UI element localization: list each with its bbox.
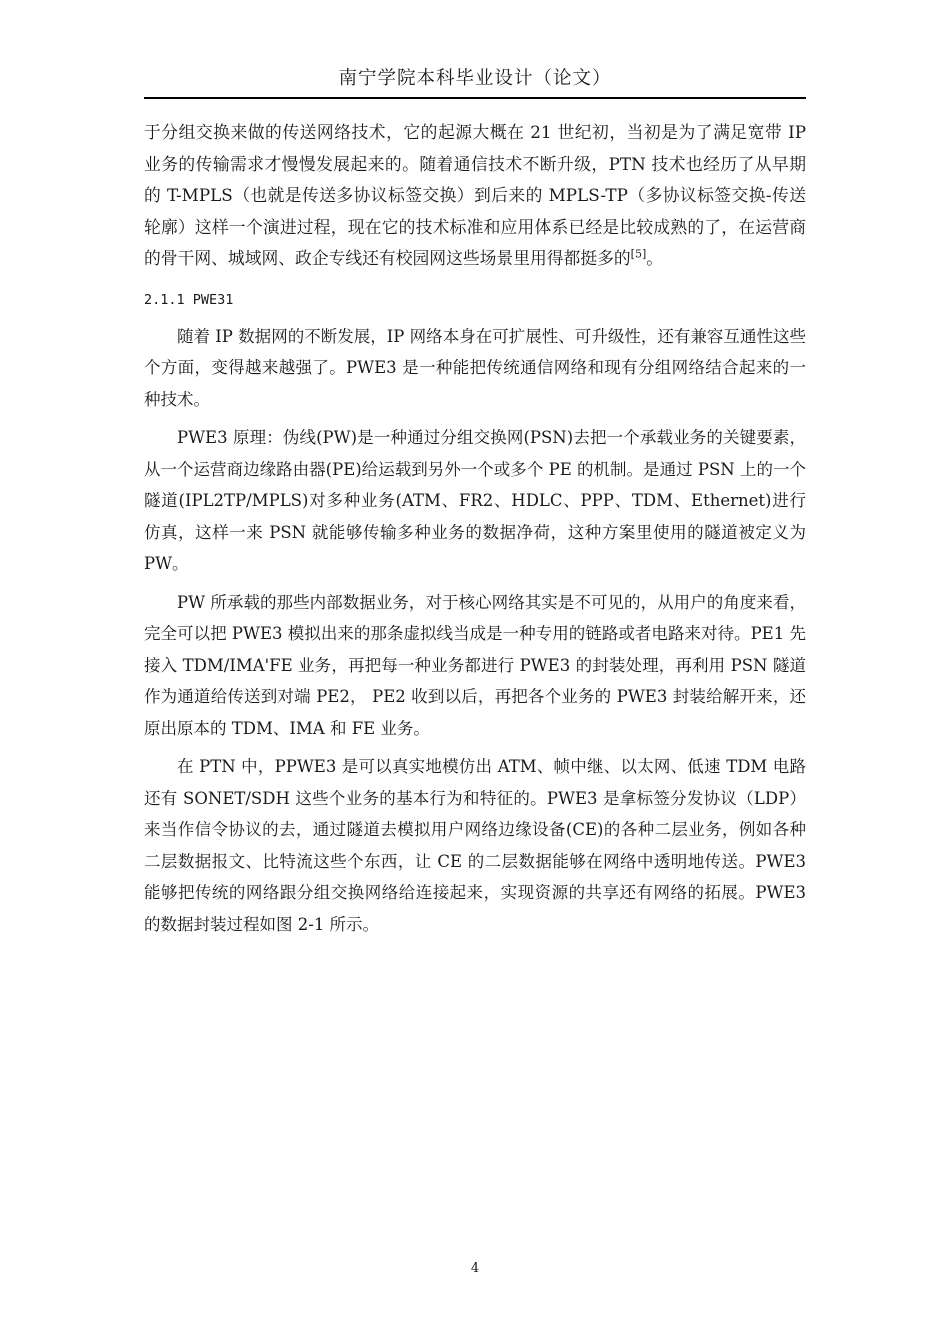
paragraph-ptn-intro-text: 于分组交换来做的传送网络技术，它的起源大概在 21 世纪初，当初是为了满足宽带 IP 业务的传输需求才慢慢发展起来的。随着通信技术不断升级，PTN 技术也经历了从早期的 T-MPLS（也就是传送多协议标签交换）到后来的 MPLS-TP（多协议标签交换-传送轮廓）这样一个演进过程，现在它的技术标准和应用体系已经是比较成熟的了，在运营商的骨干网、城域网、政企专线还有校园网这些场景里用得都挺多的 bbox=[144, 122, 806, 268]
section-heading: 2.1.1 PWE31 bbox=[144, 291, 234, 308]
page-body bbox=[144, 117, 806, 940]
citation-ref: [5] bbox=[630, 247, 647, 261]
paragraph-pwe3-in-ptn: 在 PTN 中，PPWE3 是可以真实地模仿出 ATM、帧中继、以太网、低速 TDM 电路还有 SONET/SDH 这些个业务的基本行为和特征的。PWE3 是拿标签分发协议（LDP）来当作信令协议的去，通过隧道去模拟用户网络边缘设备(CE)的各种二层业务，例如各种二层数据报文、比特流这些个东西，让 CE 的二层数据能够在网络中透明地传送。PWE3 能够把传统的网络跟分组交换网络给连接起来，实现资源的共享还有网络的拓展。PWE3 的数据封装过程如图 2-1 所示。 bbox=[144, 757, 806, 934]
paragraph-pwe3-overview: 随着 IP 数据网的不断发展，IP 网络本身在可扩展性、可升级性，还有兼容互通性这些个方面，变得越来越强了。PWE3 是一种能把传统通信网络和现有分组网络结合起来的一种技术。 bbox=[144, 326, 806, 409]
paragraph-pw-services: PW 所承载的那些内部数据业务，对于核心网络其实是不可见的，从用户的角度来看，完全可以把 PWE3 模拟出来的那条虚拟线当成是一种专用的链路或者电路来对待。PE1 先接入 TDM/IMA'FE 业务，再把每一种业务都进行 PWE3 的封装处理，再利用 PSN 隧道作为通道给传送到对端 PE2， PE2 收到以后，再把各个业务的 PWE3 封装给解开来，还原出原本的 TDM、IMA 和 FE 业务。 bbox=[144, 592, 806, 738]
header-rule bbox=[144, 97, 806, 99]
page-header-title: 南宁学院本科毕业设计（论文） bbox=[338, 68, 612, 89]
paragraph-ptn-intro bbox=[144, 117, 806, 275]
paragraph-pwe3-principle: PWE3 原理：伪线(PW)是一种通过分组交换网(PSN)去把一个承载业务的关键要素，从一个运营商边缘路由器(PE)给运载到另外一个或多个 PE 的机制。是通过 PSN 上的一个隧道(IPL2TP/MPLS)对多种业务(ATM、FR2、HDLC、PPP、TDM、Ethernet)进行仿真，这样一来 PSN 就能够传输多种业务的数据净荷，这种方案里使用的隧道被定义为 PW。 bbox=[144, 428, 806, 573]
paragraph-ptn-intro-end: 。 bbox=[646, 248, 664, 268]
page-number: 4 bbox=[470, 1261, 480, 1276]
